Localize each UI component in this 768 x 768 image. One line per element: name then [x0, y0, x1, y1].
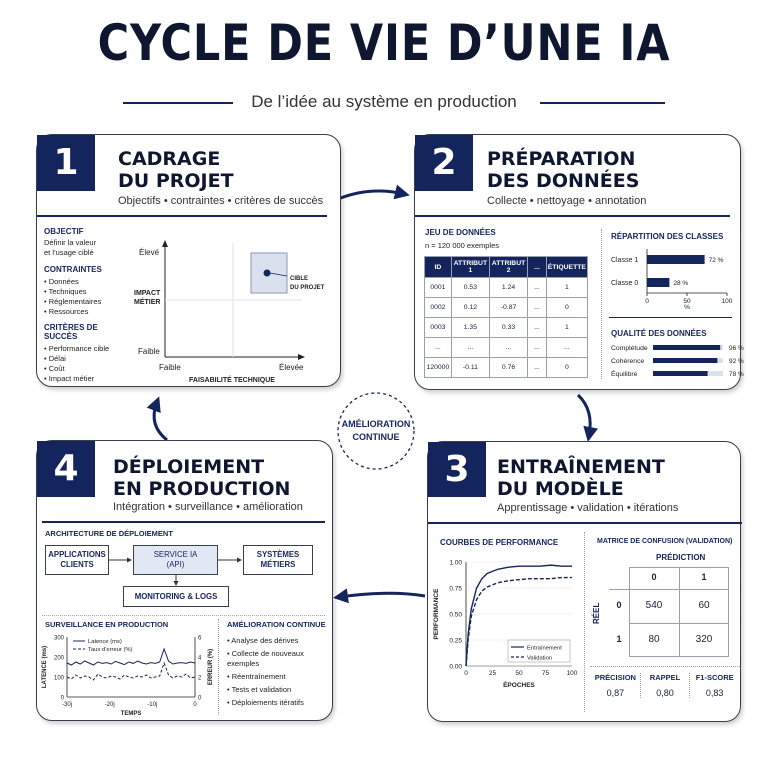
surveillance-title: SURVEILLANCE EN PRODUCTION — [45, 620, 169, 629]
class-distribution-title: RÉPARTITION DES CLASSES — [611, 232, 724, 241]
class-distribution-chart — [609, 247, 739, 309]
table-cell: 0002 — [425, 298, 452, 318]
card4-subtitle: Intégration • surveillance • amélioration — [113, 501, 303, 513]
surv-xlabel: TEMPS — [120, 711, 142, 717]
card2-title — [487, 148, 639, 192]
card1-subtitle: Objectifs • contraintes • critères de succès — [118, 195, 324, 207]
surv-ylabel-left: LATENCE (ms) — [42, 645, 48, 689]
perf-ytick-label: 0.00 — [449, 663, 462, 671]
card-deploiement — [36, 440, 333, 721]
class-value-label: 28 % — [673, 280, 689, 287]
quality-value: 78 % — [729, 371, 744, 378]
card1-title — [118, 148, 234, 192]
perf-ytick-label: 0.50 — [449, 611, 462, 619]
surv-xtick-label: 0 — [193, 702, 197, 708]
table-cell: 0.12 — [451, 298, 489, 318]
table-cell: ... — [528, 338, 547, 358]
quality-label: Cohérence — [611, 358, 645, 365]
card1-number: 1 — [37, 135, 95, 191]
perf-ylabel: PERFORMANCE — [433, 588, 440, 640]
confusion-row-label: 1 — [616, 634, 622, 644]
objectif-line2: et l’usage ciblé — [44, 248, 94, 257]
systems-line1: SYSTÈMES — [256, 550, 300, 559]
table-cell: 0001 — [425, 278, 452, 298]
card4-mid-rule — [42, 615, 325, 616]
surv-ytick-left: 100 — [53, 675, 64, 682]
metric-f1 — [689, 673, 739, 698]
main-title: CYCLE DE VIE D’UNE IA — [97, 14, 671, 72]
table-cell: ... — [489, 338, 527, 358]
main-subtitle: De l’idée au système en production — [251, 92, 517, 111]
card1-title-line1: CADRAGE — [118, 148, 221, 170]
table-cell: 120000 — [425, 358, 452, 378]
table-cell: -0.87 — [489, 298, 527, 318]
matrix-y-label-2: MÉTIER — [134, 299, 161, 306]
table-cell: ... — [528, 358, 547, 378]
contraintes-list — [44, 277, 129, 317]
perf-xtick-label: 100 — [566, 670, 578, 677]
metric-value: 0,87 — [606, 688, 625, 698]
table-header-cell: ÉTIQUETTE — [546, 257, 587, 278]
card2-title-line2: DES DONNÉES — [487, 170, 640, 192]
confusion-row-label: 0 — [616, 600, 622, 610]
quality-bar — [653, 371, 708, 376]
table-cell: 0.76 — [489, 358, 527, 378]
critere-item: • Performance cible — [44, 344, 129, 354]
surv-ytick-right: 6 — [198, 635, 202, 642]
table-cell: 0.53 — [451, 278, 489, 298]
target-point — [264, 270, 271, 277]
matrix-x-low: Faible — [159, 363, 181, 372]
card4-title-line2: EN PRODUCTION — [113, 478, 291, 500]
class-bar — [647, 255, 705, 264]
surv-ytick-right: 2 — [198, 675, 202, 682]
clients-line1: APPLICATIONS — [48, 550, 106, 559]
amelioration-title: AMÉLIORATION CONTINUE — [227, 620, 326, 629]
table-row — [425, 318, 588, 338]
card3-rule — [428, 522, 742, 524]
table-cell: 0003 — [425, 318, 452, 338]
card1-rule — [37, 215, 327, 217]
center-label-line2: CONTINUE — [352, 432, 400, 442]
class-value-label: 72 % — [708, 257, 724, 264]
matrix-y-label-1: IMPACT — [134, 290, 161, 297]
critere-item: • Impact métier — [44, 374, 129, 384]
confusion-real-label: RÉEL — [592, 602, 601, 624]
table-header-cell: ATTRIBUT 1 — [451, 257, 489, 278]
metric-label: F1-SCORE — [695, 673, 734, 682]
table-row — [425, 358, 588, 378]
card4-title-line1: DÉPLOIEMENT — [113, 456, 265, 478]
arrow-1-to-2 — [338, 191, 404, 199]
perf-ytick-label: 1.00 — [449, 559, 462, 567]
class-tick-label: 0 — [645, 298, 649, 305]
quality-title: QUALITÉ DES DONNÉES — [611, 329, 707, 338]
card-preparation — [414, 134, 744, 390]
dataset-table-header — [425, 257, 588, 278]
surv-legend-label: Latence (ms) — [88, 639, 122, 645]
surv-xtick-label: -20j — [104, 702, 115, 708]
card4-rule — [42, 521, 325, 523]
curves-title: COURBES DE PERFORMANCE — [440, 538, 559, 547]
confusion-pred-label: PRÉDICTION — [656, 553, 706, 562]
perf-legend-label: Validation — [527, 655, 553, 662]
service-line1: SERVICE IA — [153, 550, 198, 559]
quality-chart — [609, 341, 744, 383]
amelioration-list — [227, 636, 327, 711]
arrow-4-to-1 — [154, 402, 167, 440]
table-cell: -0.11 — [451, 358, 489, 378]
center-label — [330, 418, 422, 444]
card-entrainement — [427, 441, 741, 722]
card1-left-column — [44, 227, 129, 384]
arrow-2-to-3 — [578, 395, 590, 436]
perf-xtick-label: 75 — [541, 670, 550, 677]
class-category-label: Classe 1 — [611, 257, 639, 264]
table-row — [425, 298, 588, 318]
table-cell: ... — [425, 338, 452, 358]
card3-divider — [584, 532, 585, 712]
surv-ytick-right: 0 — [198, 695, 202, 702]
table-row — [425, 278, 588, 298]
quality-value: 96 % — [729, 345, 744, 352]
table-cell: 0.33 — [489, 318, 527, 338]
amelioration-item: • Analyse des dérives — [227, 636, 327, 646]
surv-ytick-left: 200 — [53, 655, 64, 662]
table-header-cell: ID — [425, 257, 452, 278]
metric-value: 0,80 — [656, 688, 674, 698]
table-header-cell: ... — [528, 257, 547, 278]
dataset-title: JEU DE DONNÉES — [425, 228, 496, 237]
confusion-cell: 60 — [698, 600, 710, 611]
contrainte-item: • Réglementaires — [44, 297, 129, 307]
class-axis-unit: % — [684, 304, 690, 311]
perf-xtick-label: 0 — [464, 670, 468, 677]
contrainte-item: • Techniques — [44, 287, 129, 297]
confusion-col-label: 1 — [701, 572, 707, 582]
card2-right-rule — [609, 317, 732, 318]
matrix-x-label: FAISABILITÉ TECHNIQUE — [189, 377, 275, 384]
card-cadrage — [36, 134, 341, 387]
arrow-3-to-4 — [339, 593, 425, 597]
perf-ytick-label: 0.75 — [449, 585, 462, 593]
table-header-cell: ATTRIBUT 2 — [489, 257, 527, 278]
card3-title-line2: DU MODÈLE — [497, 478, 624, 500]
card2-number: 2 — [415, 135, 473, 191]
confusion-col-label: 0 — [651, 572, 657, 582]
metric-value: 0,83 — [705, 688, 724, 698]
service-line2: (API) — [166, 560, 185, 569]
monitoring-box: MONITORING & LOGS — [123, 586, 229, 607]
perf-xtick-label: 50 — [515, 670, 523, 677]
quality-label: Complétude — [611, 345, 648, 352]
criteres-list — [44, 344, 129, 384]
surv-ytick-left: 300 — [53, 635, 64, 642]
quality-value: 92 % — [729, 358, 744, 365]
table-cell: 1 — [546, 318, 587, 338]
card2-subtitle: Collecte • nettoyage • annotation — [487, 195, 647, 207]
metrics-row — [591, 673, 739, 698]
systems-line2: MÉTIERS — [260, 560, 296, 569]
table-cell: ... — [528, 298, 547, 318]
card4-title — [113, 456, 290, 500]
dataset-count: n = 120 000 exemples — [425, 241, 500, 250]
card2-title-line1: PRÉPARATION — [487, 148, 636, 170]
confusion-title: MATRICE DE CONFUSION (VALIDATION) — [597, 538, 733, 545]
table-cell: ... — [546, 338, 587, 358]
objectif-title: OBJECTIF — [44, 227, 84, 236]
table-cell: 0 — [546, 298, 587, 318]
table-row — [425, 338, 588, 358]
class-bar — [647, 278, 669, 287]
metric-label: RAPPEL — [649, 673, 681, 682]
surv-ylabel-right: ERREUR (%) — [208, 648, 214, 686]
surv-ytick-left: 0 — [60, 695, 64, 702]
card3-title — [497, 456, 665, 500]
surv-ytick-right: 4 — [198, 655, 202, 662]
perf-xlabel: ÉPOCHES — [503, 682, 535, 689]
target-label-1: CIBLE — [290, 276, 308, 282]
metric-precision — [591, 673, 640, 698]
contrainte-item: • Données — [44, 277, 129, 287]
card1-title-line2: DU PROJET — [118, 170, 234, 192]
objectif-line1: Définir la valeur — [44, 238, 97, 247]
card3-number: 3 — [428, 442, 486, 497]
surv-series-line — [67, 663, 195, 680]
confusion-cell: 540 — [645, 600, 663, 611]
card2-divider — [601, 229, 602, 379]
matrix-y-low: Faible — [138, 347, 160, 356]
contrainte-item: • Ressources — [44, 307, 129, 317]
surv-xtick-label: -10j — [147, 702, 158, 708]
table-cell: 1 — [546, 278, 587, 298]
metric-rappel — [640, 673, 690, 698]
table-cell: ... — [528, 278, 547, 298]
class-category-label: Classe 0 — [611, 280, 639, 287]
perf-legend-label: Entraînement — [527, 645, 562, 652]
class-tick-label: 50 — [683, 298, 691, 305]
metric-label: PRÉCISION — [594, 673, 636, 682]
matrix-x-high: Élevée — [279, 363, 304, 372]
quality-bar — [653, 358, 717, 363]
card2-rule — [415, 215, 730, 217]
confusion-cell: 320 — [695, 634, 713, 645]
metrics-rule — [590, 666, 740, 667]
quality-bar — [653, 345, 720, 350]
architecture-title: ARCHITECTURE DE DÉPLOIEMENT — [45, 529, 173, 538]
table-cell: 1.35 — [451, 318, 489, 338]
class-tick-label: 100 — [721, 298, 733, 305]
criteres-title: CRITÈRES DE SUCCÈS — [44, 323, 98, 341]
impact-feasibility-matrix — [127, 235, 337, 385]
perf-ytick-label: 0.25 — [449, 637, 462, 645]
amelioration-item: • Tests et validation — [227, 685, 327, 695]
contraintes-title: CONTRAINTES — [44, 265, 102, 274]
dataset-table — [424, 256, 588, 378]
matrix-y-high: Élevé — [139, 248, 160, 257]
critere-item: • Coût — [44, 364, 129, 374]
card3-subtitle: Apprentissage • validation • itérations — [497, 502, 679, 514]
table-cell: ... — [451, 338, 489, 358]
card3-title-line1: ENTRAÎNEMENT — [497, 456, 665, 478]
surveillance-chart — [37, 631, 217, 719]
architecture-arrows — [37, 541, 334, 591]
confusion-cell: 80 — [648, 634, 660, 645]
table-cell: 0 — [546, 358, 587, 378]
perf-xtick-label: 25 — [488, 670, 497, 677]
table-cell: ... — [528, 318, 547, 338]
confusion-matrix — [609, 567, 729, 657]
quality-label: Équilibre — [611, 371, 638, 378]
amelioration-item: • Collecte de nouveaux exemples — [227, 649, 327, 669]
critere-item: • Délai — [44, 354, 129, 364]
amelioration-item: • Réentraînement — [227, 672, 327, 682]
card4-number: 4 — [37, 441, 95, 497]
surv-xtick-label: -30j — [61, 702, 73, 708]
table-cell: 1.24 — [489, 278, 527, 298]
center-label-line1: AMÉLIORATION — [341, 419, 411, 429]
clients-line2: CLIENTS — [60, 560, 94, 569]
performance-chart — [430, 550, 582, 692]
card4-divider — [218, 619, 219, 715]
amelioration-item: • Déploiements itératifs — [227, 698, 327, 708]
surv-legend-label: Taux d’erreur (%) — [88, 647, 133, 653]
target-label-2: DU PROJET — [290, 285, 325, 291]
